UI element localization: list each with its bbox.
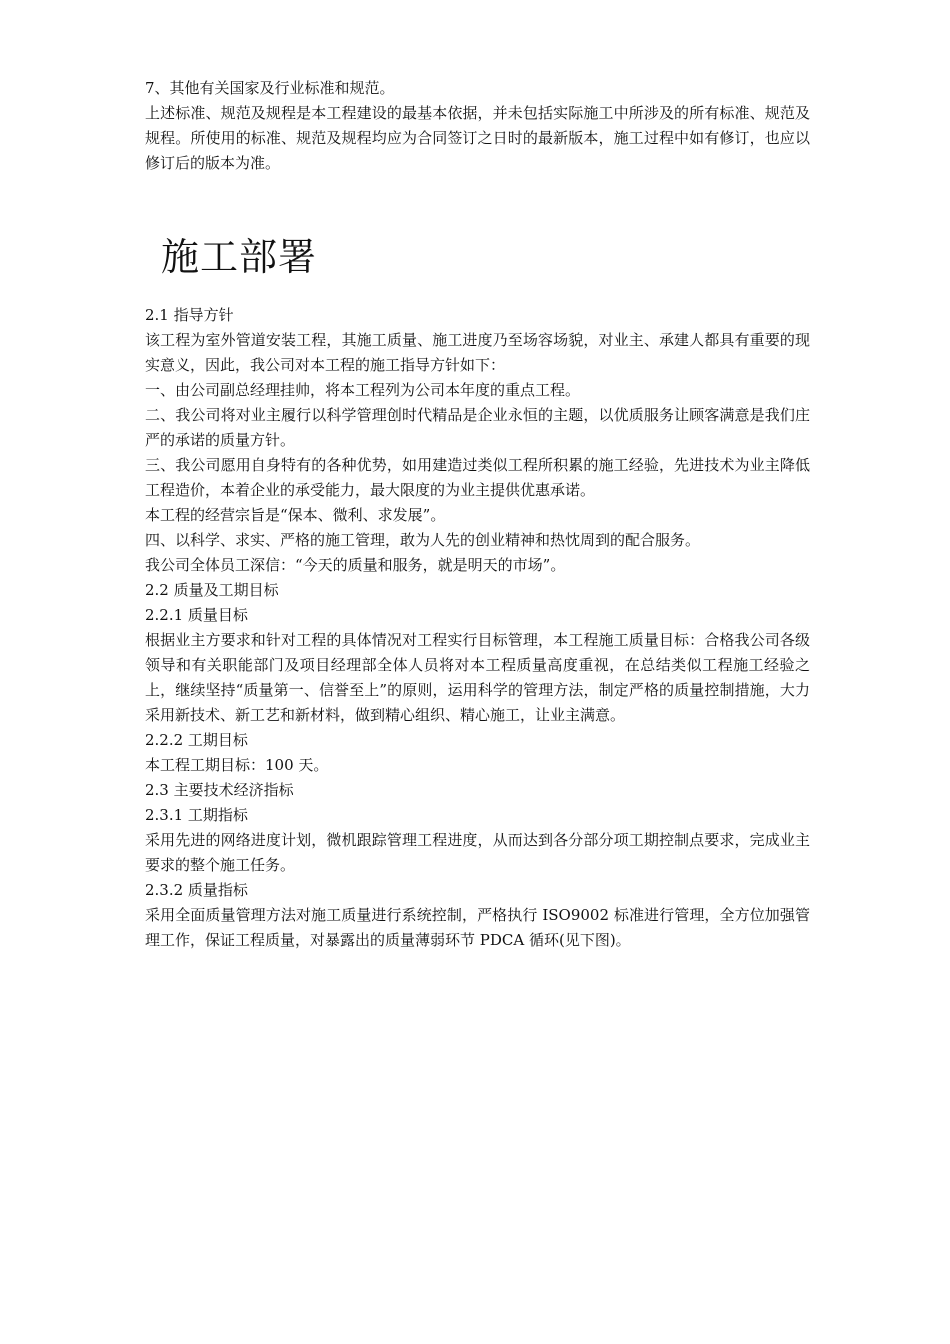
chapter-title: 施工部署 — [161, 235, 318, 279]
section-2-2-2-heading: 2.2.2 工期目标 — [145, 731, 248, 749]
section-2-3-2-text: 采用全面质量管理方法对施工质量进行系统控制，严格执行 ISO9002 标准进行管理，全方位加强管理工作，保证工程质量，对暴露出的质量薄弱环节 PDCA 循环(见下图)。 — [145, 906, 810, 949]
intro-note: 上述标准、规范及规程是本工程建设的最基本依据，并未包括实际施工中所涉及的所有标准、规范及规程。所使用的标准、规范及规程均应为合同签订之日时的最新版本，施工过程中如有修订，也应以修订后的版本为准。 — [145, 104, 810, 172]
section-2-2-1-heading: 2.2.1 质量目标 — [145, 606, 248, 624]
intro-item-7: 7、其他有关国家及行业标准和规范。 — [145, 79, 395, 97]
section-2-1-paragraph-6: 四、以科学、求实、严格的施工管理，敢为人先的创业精神和热忱周到的配合服务。 — [145, 531, 701, 549]
section-2-1-heading: 2.1 指导方针 — [145, 306, 234, 324]
section-2-2-2-text: 本工程工期目标：100 天。 — [145, 756, 329, 774]
section-2-1-paragraph-2: 一、由公司副总经理挂帅，将本工程列为公司本年度的重点工程。 — [145, 381, 581, 399]
section-2-3-2-heading: 2.3.2 质量指标 — [145, 881, 248, 899]
section-2-1-paragraph-7: 我公司全体员工深信：“今天的质量和服务，就是明天的市场”。 — [145, 556, 566, 574]
section-2-2-heading: 2.2 质量及工期目标 — [145, 581, 279, 599]
section-2-1-paragraph-4: 三、我公司愿用自身特有的各种优势，如用建造过类似工程所积累的施工经验，先进技术为业主降低工程造价，本着企业的承受能力，最大限度的为业主提供优惠承诺。 — [145, 456, 810, 499]
section-2-3-1-text: 采用先进的网络进度计划，微机跟踪管理工程进度，从而达到各分部分项工期控制点要求，完成业主要求的整个施工任务。 — [145, 831, 810, 874]
section-2-2-1-text: 根据业主方要求和针对工程的具体情况对工程实行目标管理，本工程施工质量目标：合格我公司各级领导和有关职能部门及项目经理部全体人员将对本工程质量高度重视，在总结类似工程施工经验之上，继续坚持“质量第一、信誉至上”的原则，运用科学的管理方法，制定严格的质量控制措施，大力采用新技术、新工艺和新材料，做到精心组织、精心施工，让业主满意。 — [145, 631, 810, 724]
section-2-1-paragraph-3: 二、我公司将对业主履行以科学管理创时代精品是企业永恒的主题，以优质服务让顾客满意是我们庄严的承诺的质量方针。 — [145, 406, 810, 449]
section-2-3-1-heading: 2.3.1 工期指标 — [145, 806, 248, 824]
section-2-3-heading: 2.3 主要技术经济指标 — [145, 781, 294, 799]
document-page — [145, 76, 810, 953]
section-2-1-paragraph-5: 本工程的经营宗旨是“保本、微利、求发展”。 — [145, 506, 446, 524]
section-2-1-paragraph-1: 该工程为室外管道安装工程，其施工质量、施工进度乃至场容场貌，对业主、承建人都具有重要的现实意义，因此，我公司对本工程的施工指导方针如下： — [145, 331, 810, 374]
